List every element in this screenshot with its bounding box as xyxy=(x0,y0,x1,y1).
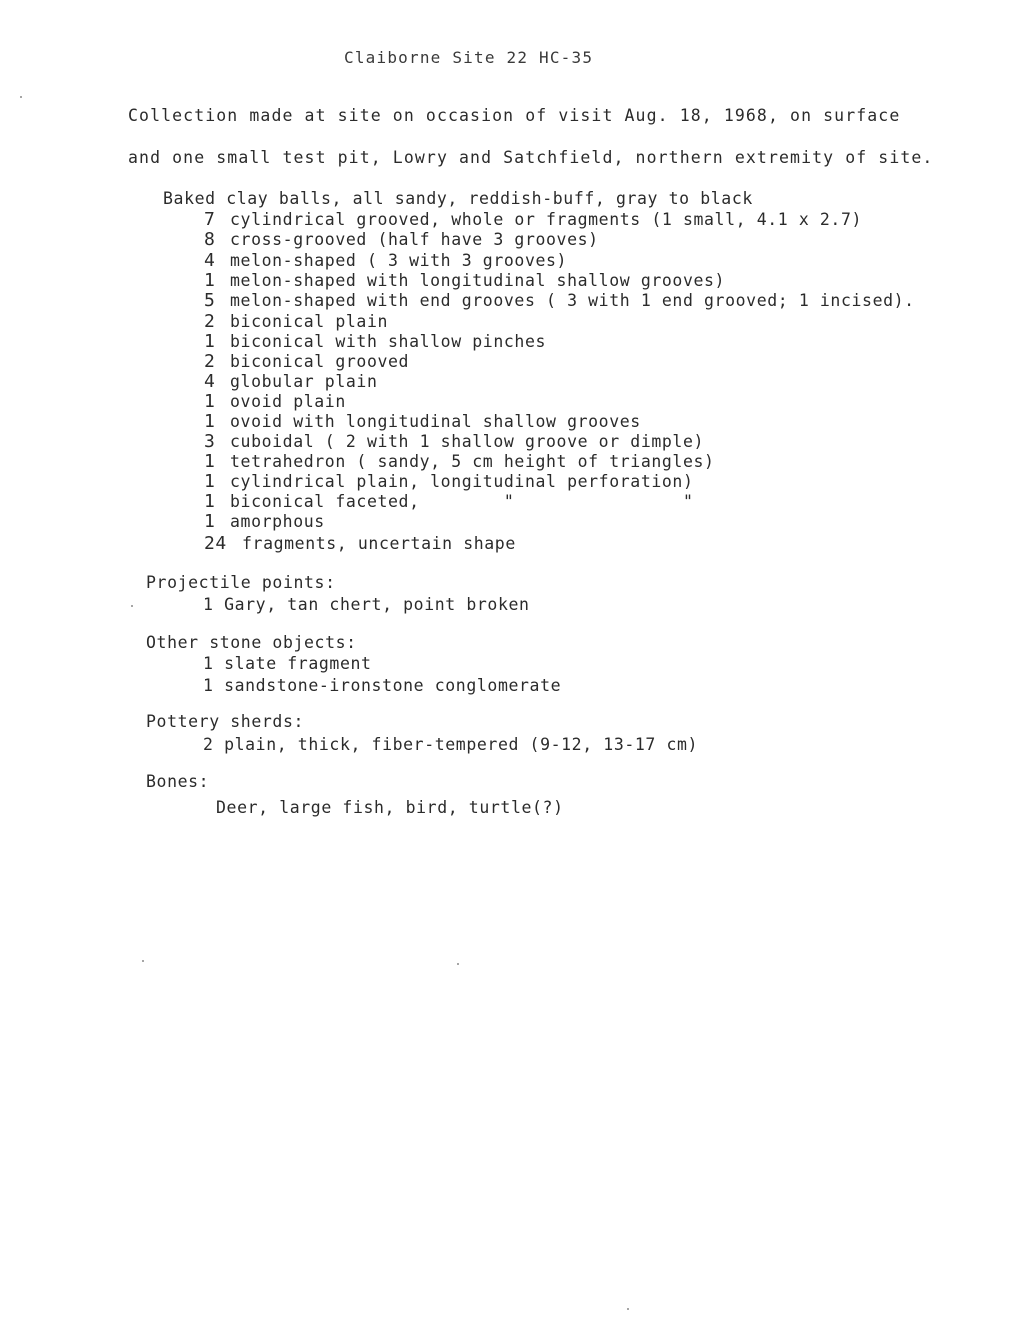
list-item: 2 plain, thick, fiber-tempered (9-12, 13-17 cm) xyxy=(203,735,699,754)
item-quantity: 1 xyxy=(204,270,216,291)
scan-speck xyxy=(627,1308,629,1310)
item-description: melon-shaped ( 3 with 3 grooves) xyxy=(230,251,568,270)
list-item: 1 sandstone-ironstone conglomerate xyxy=(203,676,562,695)
item-quantity: 1 xyxy=(204,491,216,512)
list-item: 1 Gary, tan chert, point broken xyxy=(203,595,530,614)
item-description: ovoid plain xyxy=(230,392,346,411)
intro-line-1: Collection made at site on occasion of visit Aug. 18, 1968, on surface xyxy=(128,106,901,125)
item-description: ovoid with longitudinal shallow grooves xyxy=(230,412,641,431)
pottery-heading: Pottery sherds: xyxy=(146,712,305,731)
item-quantity: 4 xyxy=(204,371,216,392)
item-description: melon-shaped with end grooves ( 3 with 1 end grooved; 1 incised). xyxy=(230,291,915,310)
list-item xyxy=(204,251,567,271)
item-quantity: 3 xyxy=(204,431,216,452)
projectile-points-heading: Projectile points: xyxy=(146,573,336,592)
item-description: melon-shaped with longitudinal shallow grooves) xyxy=(230,271,726,290)
item-quantity: 1 xyxy=(204,511,216,532)
item-description: cross-grooved (half have 3 grooves) xyxy=(230,230,599,249)
document-title: Claiborne Site 22 HC-35 xyxy=(344,48,594,67)
list-item xyxy=(204,352,409,372)
intro-line-2: and one small test pit, Lowry and Satchfield, northern extremity of site. xyxy=(128,148,934,167)
scan-speck xyxy=(131,605,133,607)
list-item xyxy=(204,271,725,291)
list-item xyxy=(204,332,546,352)
item-quantity: 1 xyxy=(204,331,216,352)
item-quantity: 1 xyxy=(204,471,216,492)
scan-speck xyxy=(457,963,459,965)
item-quantity: 24 xyxy=(204,533,227,554)
item-quantity: 1 xyxy=(204,451,216,472)
item-description: cylindrical grooved, whole or fragments (1 small, 4.1 x 2.7) xyxy=(230,210,863,229)
item-quantity: 2 xyxy=(204,311,216,332)
list-item xyxy=(204,472,694,492)
item-description: amorphous xyxy=(230,512,325,531)
item-description: biconical grooved xyxy=(230,352,410,371)
list-item xyxy=(204,372,377,392)
item-quantity: 5 xyxy=(204,290,216,311)
list-item xyxy=(204,452,715,472)
item-description: cylindrical plain, longitudinal perforation) xyxy=(230,472,694,491)
item-description: tetrahedron ( sandy, 5 cm height of triangles) xyxy=(230,452,715,471)
list-item xyxy=(204,392,346,412)
item-description: biconical plain xyxy=(230,312,389,331)
scan-speck xyxy=(20,96,22,98)
bones-heading: Bones: xyxy=(146,772,210,791)
list-item: Deer, large fish, bird, turtle(?) xyxy=(216,798,564,817)
item-quantity: 1 xyxy=(204,391,216,412)
item-quantity: 2 xyxy=(204,351,216,372)
list-item xyxy=(204,512,325,532)
item-quantity: 8 xyxy=(204,229,216,250)
other-stone-heading: Other stone objects: xyxy=(146,633,357,652)
item-description: globular plain xyxy=(230,372,378,391)
list-item: 1 slate fragment xyxy=(203,654,372,673)
list-item xyxy=(204,534,516,554)
list-item xyxy=(204,412,641,432)
item-description: biconical with shallow pinches xyxy=(230,332,547,351)
scan-speck xyxy=(142,960,144,962)
list-item xyxy=(204,230,599,250)
item-description: fragments, uncertain shape xyxy=(242,534,516,553)
list-item xyxy=(204,312,388,332)
list-item xyxy=(204,210,862,230)
item-quantity: 4 xyxy=(204,250,216,271)
baked-clay-heading: Baked clay balls, all sandy, reddish-buff, gray to black xyxy=(163,189,753,208)
list-item xyxy=(204,291,915,311)
item-description: biconical faceted, " " xyxy=(230,492,694,511)
list-item xyxy=(204,432,704,452)
item-quantity: 1 xyxy=(204,411,216,432)
item-description: cuboidal ( 2 with 1 shallow groove or dimple) xyxy=(230,432,705,451)
item-quantity: 7 xyxy=(204,209,216,230)
list-item xyxy=(204,492,694,512)
